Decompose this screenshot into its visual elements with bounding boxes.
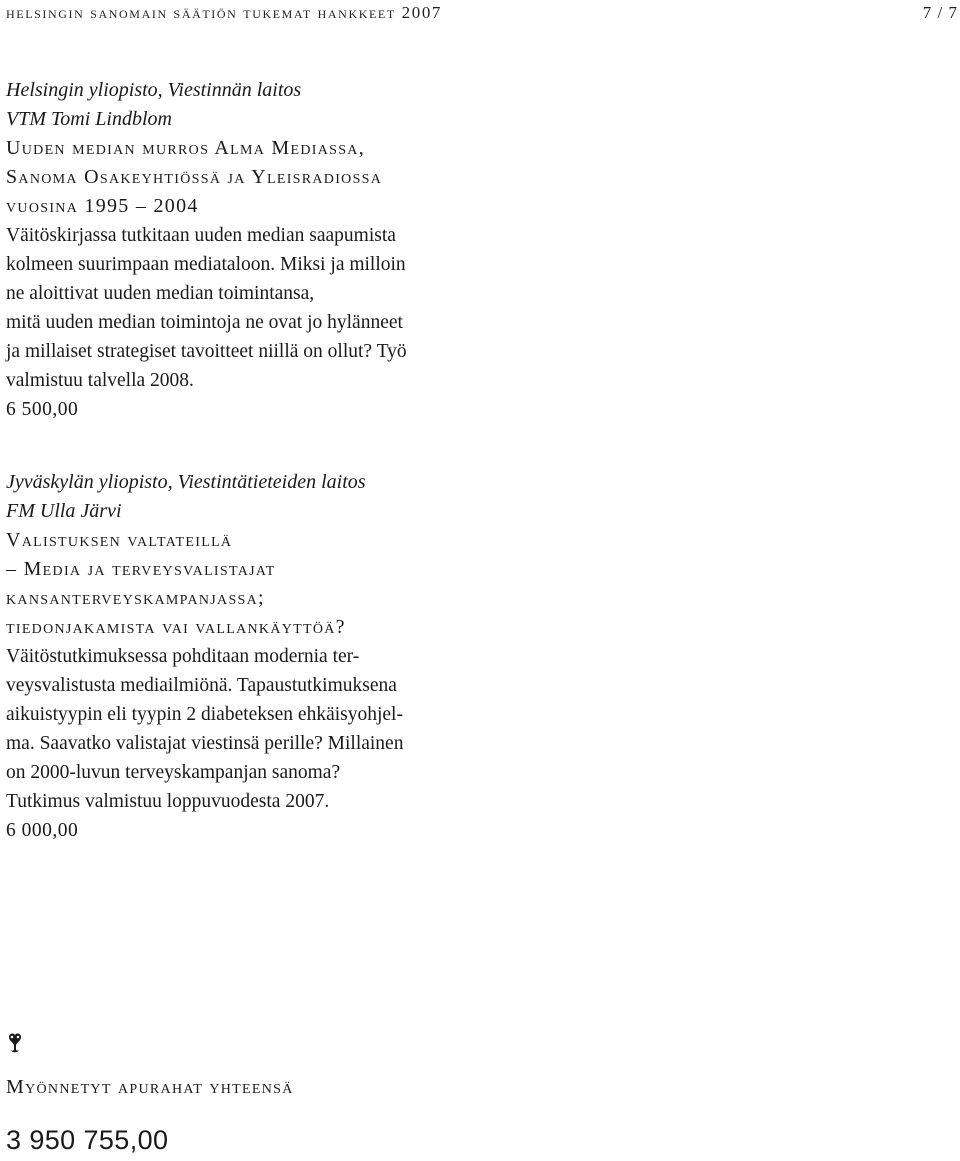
fleuron-icon (7, 1032, 23, 1058)
grant-description-line: Väitöstutkimuksessa pohditaan modernia ter- (6, 646, 360, 667)
grant-description-line: on 2000-luvun terveyskampanjan sanoma? (6, 762, 341, 783)
grant-description-line: aikuistyypin eli tyypin 2 diabeteksen ehkäisyohjel- (6, 704, 403, 725)
page-header (6, 0, 958, 26)
grant-description-line: veysvalistusta mediailmiönä. Tapaustutkimuksena (6, 675, 397, 696)
header-title: helsingin sanomain säätiön tukemat hankkeet 2007 (6, 3, 443, 22)
grant-description-line: kolmeen suurimpaan mediataloon. Miksi ja milloin (6, 254, 406, 275)
grant-title-line: – Media ja terveysvalistajat (6, 558, 276, 580)
grant-title-line: tiedonjakamista vai vallankäyttöä? (6, 616, 346, 638)
grant-title-line: Valistuksen valtateillä (6, 529, 233, 551)
grant-amount: 6 000,00 (6, 820, 79, 841)
grant-description-line: ne aloittivat uuden median toimintansa, (6, 283, 315, 304)
grant-amount: 6 500,00 (6, 399, 79, 420)
grant-recipient: FM Ulla Järvi (6, 500, 122, 522)
grant-description-line: Väitöskirjassa tutkitaan uuden median saapumista (6, 225, 396, 246)
grand-total: 3 950 755,00 (6, 1125, 169, 1155)
grant-description-line: valmistuu talvella 2008. (6, 370, 194, 391)
grant-title-line: Uuden median murros Alma Mediassa, (6, 137, 366, 159)
grant-title-line: Sanoma Osakeyhtiössä ja Yleisradiossa (6, 166, 383, 188)
grant-description-line: ma. Saavatko valistajat viestinsä perille? Millainen (6, 733, 404, 754)
page-number: 7 / 7 (922, 3, 958, 22)
grant-recipient: VTM Tomi Lindblom (6, 108, 172, 130)
grant-description-line: ja millaiset strategiset tavoitteet niillä on ollut? Työ (6, 341, 407, 362)
grant-entry (6, 76, 476, 424)
grant-title-line: kansanterveyskampanjassa; (6, 587, 265, 609)
grant-institution: Jyväskylän yliopisto, Viestintätieteiden laitos (6, 471, 366, 493)
grant-institution: Helsingin yliopisto, Viestinnän laitos (6, 79, 302, 101)
grant-title-line: vuosina 1995 – 2004 (6, 195, 199, 217)
grant-description-line: mitä uuden median toimintoja ne ovat jo hylänneet (6, 312, 403, 333)
grant-description-line: Tutkimus valmistuu loppuvuodesta 2007. (6, 791, 330, 812)
total-label: Myönnetyt apurahat yhteensä (6, 1076, 294, 1098)
grant-entry (6, 468, 476, 845)
